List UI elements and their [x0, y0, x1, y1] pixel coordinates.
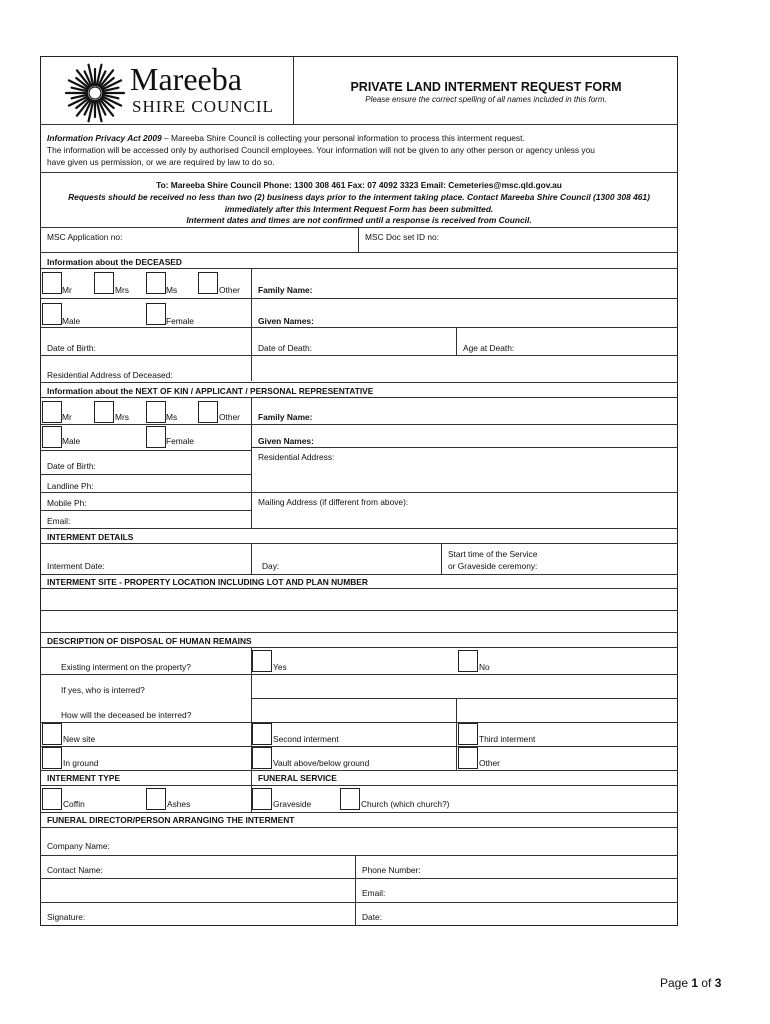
contact-name[interactable]: Contact Name:: [47, 865, 103, 875]
coffin-checkbox[interactable]: [42, 788, 62, 810]
vault-checkbox[interactable]: [252, 747, 272, 769]
site-field-1[interactable]: [41, 589, 677, 609]
second-interment-checkbox[interactable]: [252, 723, 272, 745]
contact-line-3: immediately after this Interment Request Form has been submitted.: [224, 204, 494, 214]
nok-female-label: Female: [166, 436, 194, 446]
deceased-ms-checkbox[interactable]: [146, 272, 166, 294]
deceased-other-label: Other: [219, 285, 240, 295]
other-disposal-label: Other: [479, 758, 500, 768]
nok-dob[interactable]: Date of Birth:: [47, 461, 96, 471]
disposal-heading: DESCRIPTION OF DISPOSAL OF HUMAN REMAINS: [47, 636, 252, 646]
deceased-mr-label: Mr: [62, 285, 72, 295]
nok-mr-checkbox[interactable]: [42, 401, 62, 423]
nok-male-label: Male: [62, 436, 81, 446]
graveside-label: Graveside: [273, 799, 312, 809]
who-interred-question: If yes, who is interred?: [61, 685, 145, 695]
new-site-checkbox[interactable]: [42, 723, 62, 745]
in-ground-label: In ground: [63, 758, 99, 768]
church-label: Church (which church?): [361, 799, 450, 809]
graveside-checkbox[interactable]: [252, 788, 272, 810]
nok-male-checkbox[interactable]: [42, 426, 62, 448]
church-checkbox[interactable]: [340, 788, 360, 810]
site-field-2[interactable]: [41, 611, 677, 631]
nok-female-checkbox[interactable]: [146, 426, 166, 448]
deceased-family-name[interactable]: Family Name:: [258, 285, 313, 295]
deceased-female-label: Female: [166, 316, 194, 326]
deceased-male-label: Male: [62, 316, 81, 326]
interment-date[interactable]: Interment Date:: [47, 561, 105, 571]
form-subtitle: Please ensure the correct spelling of all names included in this form.: [365, 95, 607, 104]
in-ground-checkbox[interactable]: [42, 747, 62, 769]
contact-line-4: Interment dates and times are not confirmed until a response is received from Council.: [186, 215, 532, 225]
msc-application-no[interactable]: MSC Application no:: [47, 232, 123, 242]
deceased-male-checkbox[interactable]: [42, 303, 62, 325]
existing-no-label: No: [479, 662, 490, 672]
nok-residential-address[interactable]: Residential Address:: [258, 452, 335, 462]
ashes-checkbox[interactable]: [146, 788, 166, 810]
deceased-heading: Information about the DECEASED: [47, 257, 182, 267]
contact-line-1: To: Mareeba Shire Council Phone: 1300 308 461 Fax: 07 4092 3323 Email: Cemeteries@msc.qld.gov.au: [156, 180, 562, 190]
deceased-given-names[interactable]: Given Names:: [258, 316, 314, 326]
interment-heading: INTERMENT DETAILS: [47, 532, 134, 542]
funeral-service-heading: FUNERAL SERVICE: [258, 773, 337, 783]
nok-heading: Information about the NEXT OF KIN / APPLICANT / PERSONAL REPRESENTATIVE: [47, 386, 374, 396]
third-interment-label: Third interment: [479, 734, 536, 744]
page-number: Page 1 of 3: [660, 976, 722, 990]
nok-ms-label: Ms: [166, 412, 178, 422]
org-subname: SHIRE COUNCIL: [132, 97, 274, 116]
existing-no-checkbox[interactable]: [458, 650, 478, 672]
deceased-female-checkbox[interactable]: [146, 303, 166, 325]
director-email[interactable]: Email:: [362, 888, 386, 898]
site-heading: INTERMENT SITE - PROPERTY LOCATION INCLUDING LOT AND PLAN NUMBER: [47, 577, 368, 587]
nok-mobile[interactable]: Mobile Ph:: [47, 498, 87, 508]
director-heading: FUNERAL DIRECTOR/PERSON ARRANGING THE INTERMENT: [47, 815, 295, 825]
third-interment-checkbox[interactable]: [458, 723, 478, 745]
other-disposal-checkbox[interactable]: [458, 747, 478, 769]
ashes-label: Ashes: [167, 799, 191, 809]
msc-doc-set-id[interactable]: MSC Doc set ID no:: [365, 232, 440, 242]
deceased-other-checkbox[interactable]: [198, 272, 218, 294]
second-interment-label: Second interment: [273, 734, 339, 744]
deceased-ms-label: Ms: [166, 285, 178, 295]
existing-yes-label: Yes: [273, 662, 287, 672]
new-site-label: New site: [63, 734, 96, 744]
deceased-dod[interactable]: Date of Death:: [258, 343, 313, 353]
how-interred-question: How will the deceased be interred?: [61, 710, 192, 720]
existing-interment-question: Existing interment on the property?: [61, 662, 191, 672]
nok-given-names[interactable]: Given Names:: [258, 436, 314, 446]
org-name: Mareeba: [130, 61, 242, 97]
deceased-mrs-label: Mrs: [115, 285, 129, 295]
nok-landline[interactable]: Landline Ph:: [47, 481, 94, 491]
interment-day[interactable]: Day:: [262, 561, 280, 571]
contact-line-2: Requests should be received no less than two (2) business days prior to the interment taking place. Contact Mareeba Shire Council (1300 308 461): [68, 192, 650, 202]
interment-type-heading: INTERMENT TYPE: [47, 773, 121, 783]
deceased-age[interactable]: Age at Death:: [463, 343, 515, 353]
company-name[interactable]: Company Name:: [47, 841, 110, 851]
privacy-text-2: The information will be accessed only by authorised Council employees. Your information will not be given to any other person or agency unless you: [47, 145, 595, 155]
nok-mr-label: Mr: [62, 412, 72, 422]
nok-mrs-checkbox[interactable]: [94, 401, 114, 423]
deceased-dob[interactable]: Date of Birth:: [47, 343, 96, 353]
nok-mrs-label: Mrs: [115, 412, 129, 422]
council-logo-icon: [64, 62, 126, 124]
signature-date[interactable]: Date:: [362, 912, 383, 922]
nok-ms-checkbox[interactable]: [146, 401, 166, 423]
nok-other-label: Other: [219, 412, 240, 422]
nok-email[interactable]: Email:: [47, 516, 71, 526]
vault-label: Vault above/below ground: [273, 758, 370, 768]
deceased-mr-checkbox[interactable]: [42, 272, 62, 294]
nok-mailing-address[interactable]: Mailing Address (if different from above):: [258, 497, 409, 507]
service-start-time-2[interactable]: or Graveside ceremony:: [448, 561, 538, 571]
privacy-text-1: Information Privacy Act 2009 – Mareeba Shire Council is collecting your personal information to process this interment request.: [47, 133, 525, 143]
nok-other-checkbox[interactable]: [198, 401, 218, 423]
privacy-text-3: have given us permission, or we are required by law to do so.: [47, 157, 275, 167]
form-title: PRIVATE LAND INTERMENT REQUEST FORM: [350, 80, 622, 94]
who-interred-field[interactable]: [252, 675, 677, 697]
coffin-label: Coffin: [63, 799, 85, 809]
signature[interactable]: Signature:: [47, 912, 86, 922]
existing-yes-checkbox[interactable]: [252, 650, 272, 672]
phone-number[interactable]: Phone Number:: [362, 865, 421, 875]
deceased-mrs-checkbox[interactable]: [94, 272, 114, 294]
deceased-address[interactable]: Residential Address of Deceased:: [47, 370, 173, 380]
nok-family-name[interactable]: Family Name:: [258, 412, 313, 422]
service-start-time-1: Start time of the Service: [448, 549, 538, 559]
